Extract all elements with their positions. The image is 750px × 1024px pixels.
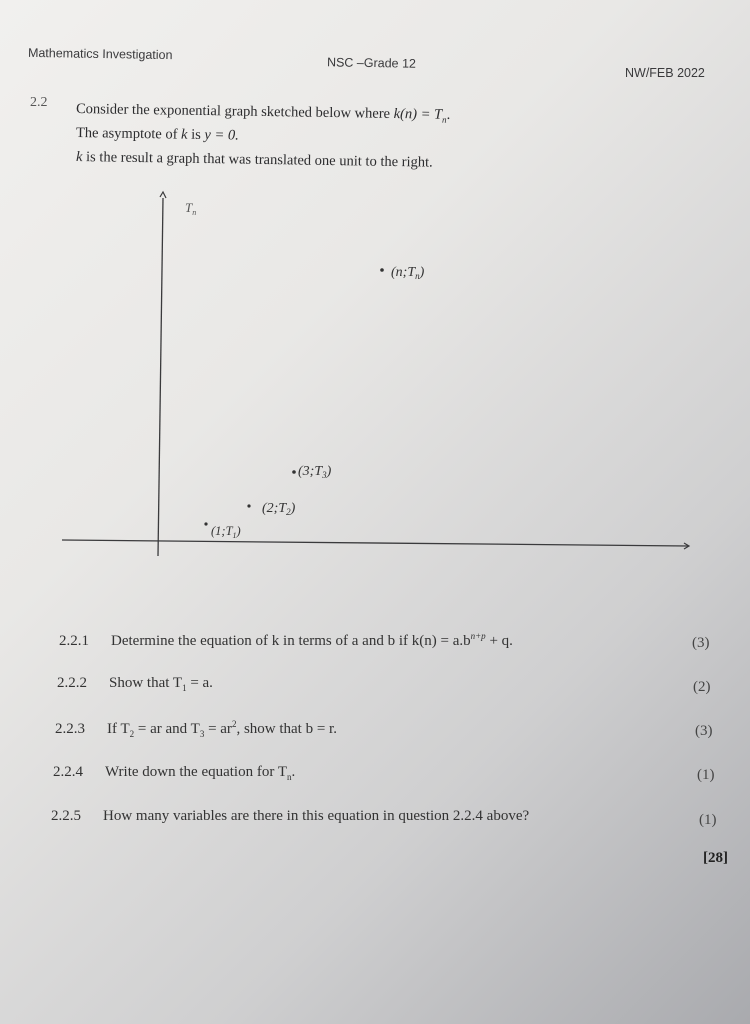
point-3-label: $(3;T_3)$	[298, 464, 332, 480]
subquestion-tail: = a.	[186, 675, 213, 691]
point-1-label: $(1;T_1)$	[211, 524, 241, 540]
point-n-label: $(n;T_n)$	[391, 265, 425, 281]
subquestion-number: 2.2.1	[59, 633, 89, 649]
intro-line-2-k: k	[180, 126, 188, 143]
subquestion-text: Determine the equation of k in terms of a and b if k(n) = a.b	[111, 633, 471, 649]
subquestion-text: Write down the equation for T	[105, 764, 287, 780]
subquestion-tail-2: = ar	[204, 721, 232, 737]
subquestion-2-2-5	[51, 808, 529, 825]
marks-2-2-3: (3)	[695, 723, 713, 739]
subquestion-2-2-4	[53, 764, 295, 782]
subquestion-subscript: n	[287, 772, 292, 782]
subquestion-tail: .	[291, 764, 296, 780]
marks-2-2-4: (1)	[697, 767, 715, 783]
subquestion-tail: = ar and T	[134, 721, 200, 737]
point-n-dot	[380, 268, 384, 272]
subquestion-number: 2.2.4	[53, 764, 83, 780]
intro-line-1-subscript: n	[441, 114, 447, 125]
subquestion-text: If T	[107, 721, 130, 737]
subquestion-subscript: 2	[129, 729, 135, 739]
intro-line-2-text: The asymptote of	[75, 125, 182, 143]
subquestion-text: How many variables are there in this equation in question 2.2.4 above?	[103, 808, 530, 824]
y-axis-arrow	[160, 192, 166, 198]
point-2-label: $(2;T_2)$	[262, 501, 296, 517]
subquestion-tail: + q.	[485, 633, 513, 649]
intro-line-2-is: is	[187, 126, 205, 144]
total-marks: [28]	[703, 850, 728, 866]
header-session: NW/FEB 2022	[625, 66, 705, 80]
question-number: 2.2	[30, 95, 48, 110]
subquestion-subscript: 1	[182, 683, 187, 693]
y-axis	[158, 198, 163, 556]
subquestion-subscript-2: 3	[199, 729, 205, 739]
y-axis-label: $T_n$	[185, 200, 197, 217]
marks-2-2-2: (2)	[693, 679, 711, 695]
point-2-dot	[247, 504, 250, 507]
subquestion-exponent: 2	[231, 719, 237, 729]
subquestion-number: 2.2.2	[57, 675, 87, 691]
subquestion-2-2-3	[55, 719, 337, 739]
intro-line-1-formula: k(n) = T	[393, 105, 443, 123]
intro-line-3-k: k	[75, 149, 83, 166]
subquestion-2-2-1	[59, 631, 513, 650]
marks-2-2-1: (3)	[692, 635, 710, 651]
subquestion-text: Show that T	[109, 675, 183, 691]
intro-line-1-end: .	[446, 106, 451, 123]
header-subject: Mathematics Investigation	[27, 45, 173, 63]
subquestion-tail-3: , show that b = r.	[236, 721, 337, 737]
marks-2-2-5: (1)	[699, 812, 717, 828]
subquestion-number: 2.2.3	[55, 721, 85, 737]
subquestion-exponent: n+p	[470, 631, 486, 641]
intro-line-1-text: Consider the exponential graph sketched below where	[75, 101, 394, 122]
x-axis	[62, 540, 688, 546]
intro-line-3-text: is the result a graph that was translated one unit to the right.	[82, 149, 433, 171]
point-1-dot	[204, 522, 207, 525]
intro-line-2-equation: y = 0.	[204, 127, 239, 144]
subquestion-number: 2.2.5	[51, 808, 81, 824]
header-grade: NSC –Grade 12	[326, 55, 417, 71]
subquestion-2-2-2	[57, 675, 213, 693]
point-3-dot	[292, 470, 296, 474]
